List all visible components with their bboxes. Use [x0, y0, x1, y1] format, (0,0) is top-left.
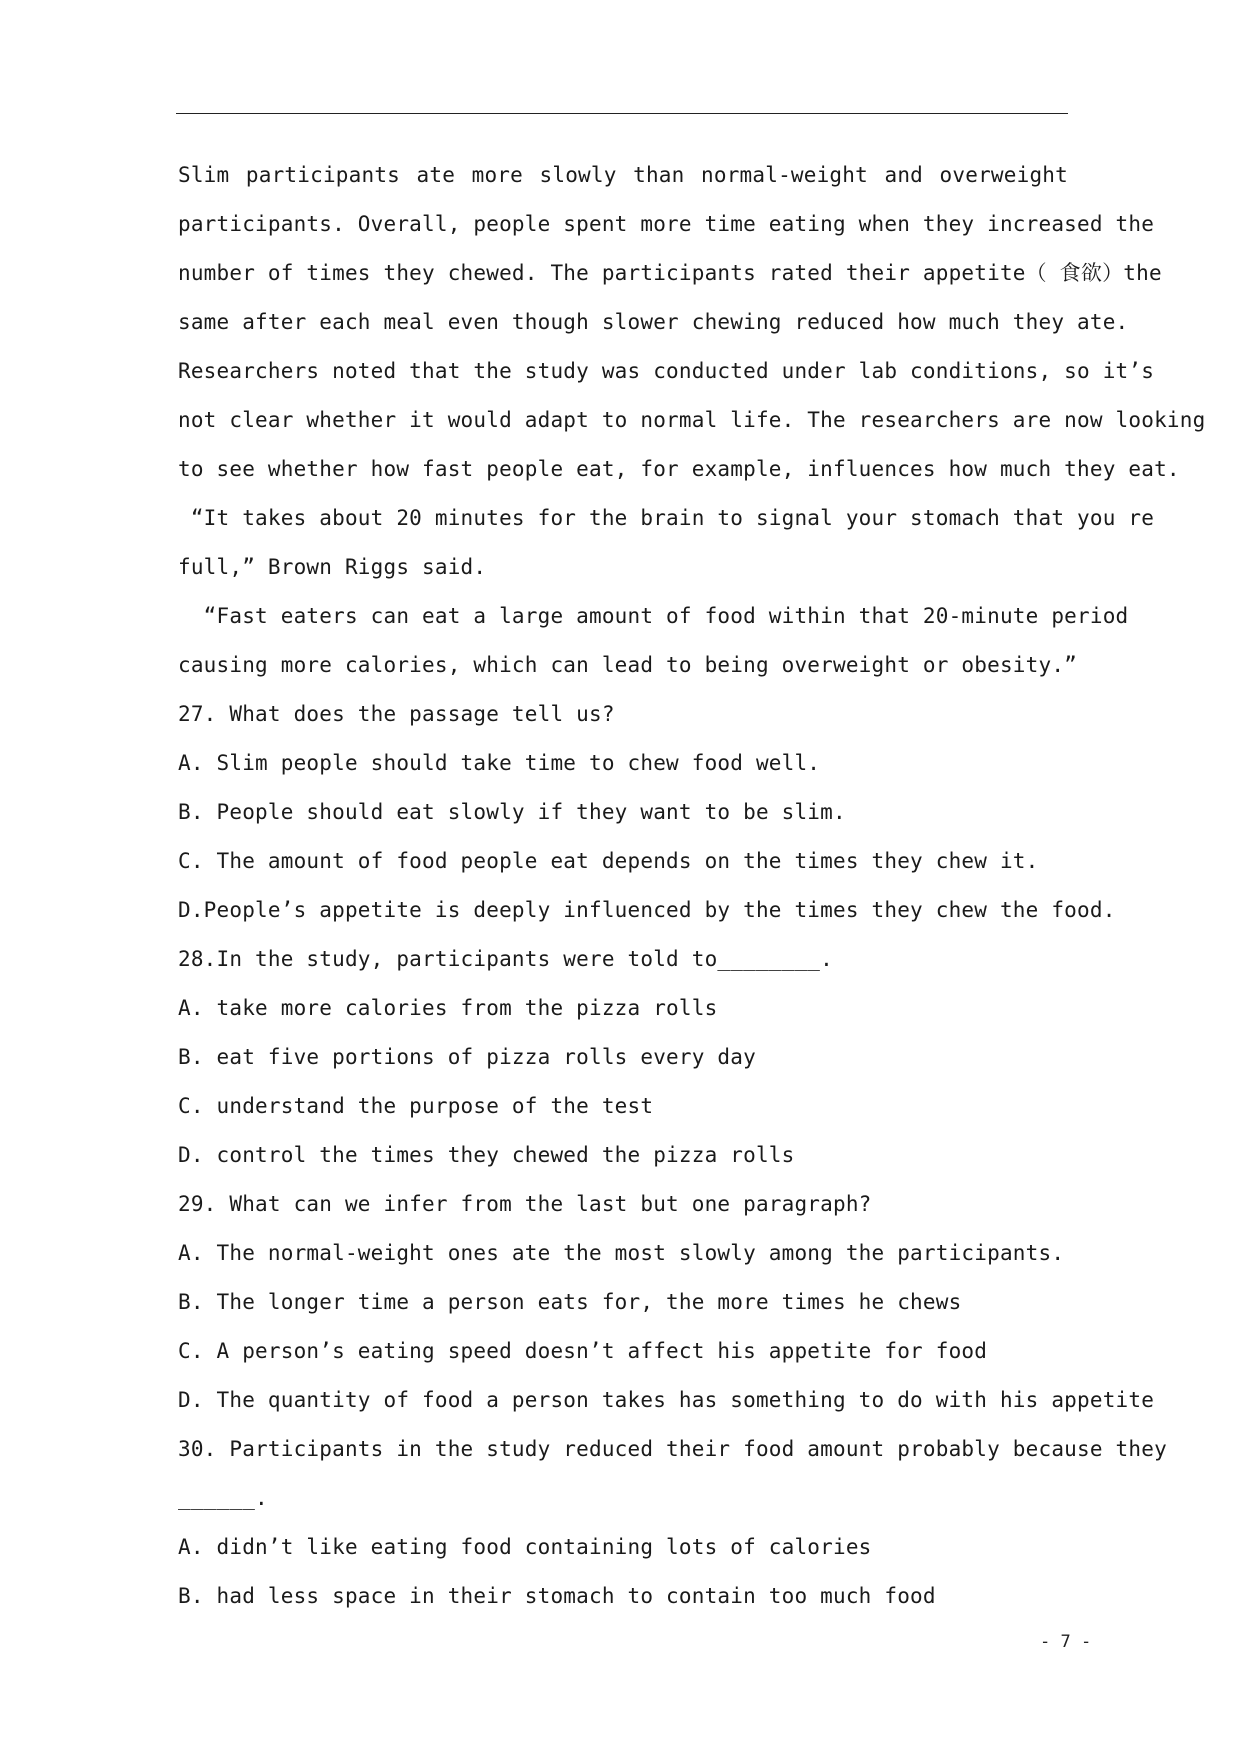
passage-line: full,” Brown Riggs said.: [178, 555, 487, 579]
passage-line: Researchers noted that the study was conducted under lab conditions, so it’s: [178, 359, 1155, 383]
question-27-option-b: B. People should eat slowly if they want to be slim.: [178, 800, 846, 824]
question-29-option-c: C. A person’s eating speed doesn’t affect his appetite for food: [178, 1339, 988, 1363]
passage-line: Slim participants ate more slowly than normal-weight and overweight: [178, 163, 1068, 187]
question-28-option-b: B. eat five portions of pizza rolls every day: [178, 1045, 756, 1069]
page-number: - 7 -: [1040, 1632, 1092, 1652]
question-29-option-b: B. The longer time a person eats for, the more times he chews: [178, 1290, 962, 1314]
passage-line: to see whether how fast people eat, for example, influences how much they eat.: [178, 457, 1180, 481]
question-28-option-c: C. understand the purpose of the test: [178, 1094, 654, 1118]
passage-line: not clear whether it would adapt to normal life. The researchers are now looking: [178, 408, 1206, 432]
passage-line: same after each meal even though slower chewing reduced how much they ate.: [178, 310, 1129, 334]
question-27-stem: 27. What does the passage tell us?: [178, 702, 615, 726]
passage-line: participants. Overall, people spent more time eating when they increased the: [178, 212, 1155, 236]
question-28-option-a: A. take more calories from the pizza rolls: [178, 996, 718, 1020]
question-27-option-c: C. The amount of food people eat depends on the times they chew it.: [178, 849, 1039, 873]
question-29-option-a: A. The normal-weight ones ate the most slowly among the participants.: [178, 1241, 1065, 1265]
question-28-stem: 28.In the study, participants were told to________.: [178, 947, 833, 971]
questions: [178, 694, 1167, 1625]
page-content: [178, 155, 1206, 1625]
passage: [178, 155, 1206, 694]
question-30-stem: 30. Participants in the study reduced their food amount probably because they: [178, 1437, 1167, 1461]
passage-line: number of times they chewed. The participants rated their appetite（ 食欲）the: [178, 261, 1162, 285]
passage-line: “Fast eaters can eat a large amount of food within that 20-minute period: [178, 604, 1129, 628]
question-29-option-d: D. The quantity of food a person takes has something to do with his appetite: [178, 1388, 1155, 1412]
passage-line: causing more calories, which can lead to being overweight or obesity.”: [178, 653, 1078, 677]
passage-line: “It takes about 20 minutes for the brain to signal your stomach that you re: [178, 506, 1155, 530]
question-30-blank: ______.: [178, 1486, 268, 1510]
question-27-option-a: A. Slim people should take time to chew food well.: [178, 751, 821, 775]
question-28-option-d: D. control the times they chewed the pizza rolls: [178, 1143, 795, 1167]
question-30-option-b: B. had less space in their stomach to contain too much food: [178, 1584, 936, 1608]
header-rule: [176, 113, 1068, 114]
question-29-stem: 29. What can we infer from the last but one paragraph?: [178, 1192, 872, 1216]
question-27-option-d: D.People’s appetite is deeply influenced by the times they chew the food.: [178, 898, 1116, 922]
question-30-option-a: A. didn’t like eating food containing lots of calories: [178, 1535, 872, 1559]
